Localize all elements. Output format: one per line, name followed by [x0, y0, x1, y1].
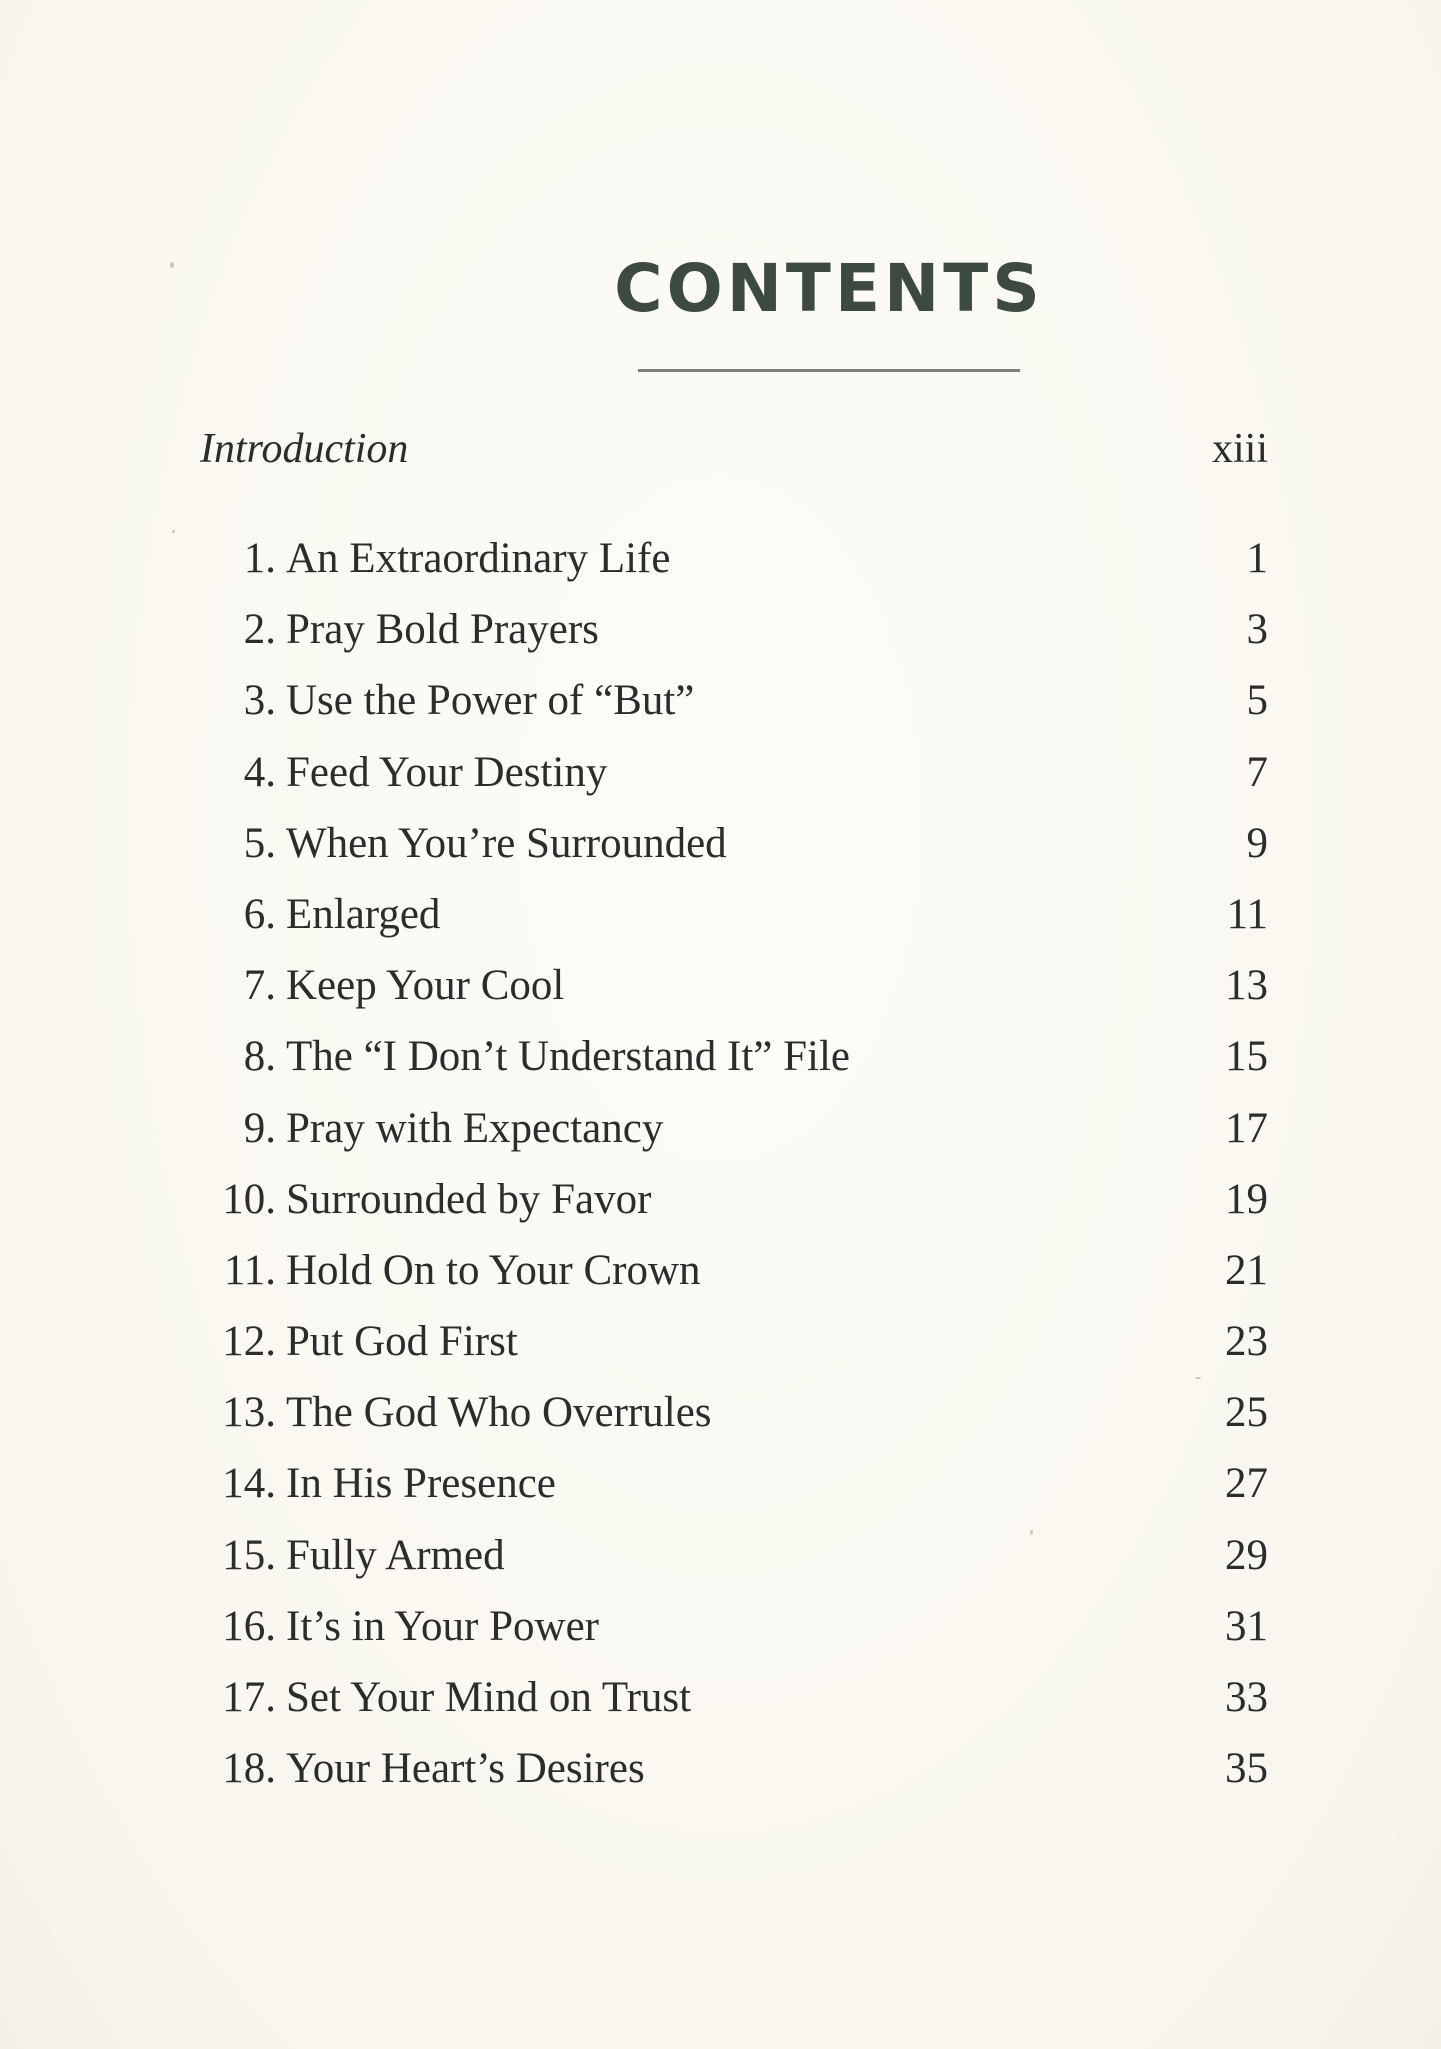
- chapter-page-number: 9: [1246, 819, 1268, 867]
- chapter-title: An Extraordinary Life: [286, 535, 671, 582]
- chapter-page-number: 35: [1225, 1745, 1268, 1793]
- chapter-page-number: 31: [1225, 1602, 1268, 1650]
- toc-entry[interactable]: [200, 1531, 1268, 1602]
- toc-entry[interactable]: [200, 1388, 1268, 1459]
- chapter-number: 17.: [222, 1674, 276, 1721]
- chapter-number: 1.: [243, 535, 276, 582]
- toc-list: [200, 534, 1268, 1815]
- chapter-number: 3.: [243, 677, 276, 725]
- chapter-page-number: 11: [1226, 890, 1268, 938]
- toc-entry[interactable]: [200, 1459, 1268, 1530]
- chapter-title: Feed Your Destiny: [286, 748, 608, 796]
- chapter-page-number: 1: [1246, 535, 1268, 582]
- chapter-title: In His Presence: [286, 1460, 556, 1508]
- chapter-number: 8.: [243, 1033, 276, 1081]
- chapter-number: 10.: [222, 1175, 276, 1223]
- chapter-page-number: 33: [1225, 1674, 1268, 1721]
- chapter-page-number: 29: [1225, 1531, 1268, 1579]
- chapter-number: 12.: [222, 1318, 276, 1366]
- chapter-number: 2.: [243, 606, 276, 654]
- chapter-number: 13.: [222, 1389, 276, 1437]
- toc-entry[interactable]: [200, 1602, 1268, 1673]
- toc-entry[interactable]: [200, 819, 1268, 890]
- chapter-title: Surrounded by Favor: [286, 1175, 652, 1223]
- toc-entry[interactable]: [200, 1104, 1268, 1175]
- toc-entry[interactable]: [200, 961, 1268, 1032]
- chapter-page-number: 15: [1225, 1033, 1268, 1081]
- chapter-page-number: 7: [1246, 748, 1268, 796]
- toc-entry[interactable]: [200, 890, 1268, 961]
- chapter-title: Fully Armed: [286, 1531, 505, 1579]
- chapter-title: Hold On to Your Crown: [286, 1246, 701, 1294]
- chapter-title: Pray with Expectancy: [286, 1104, 664, 1152]
- chapter-page-number: 21: [1225, 1246, 1268, 1294]
- chapter-title: It’s in Your Power: [286, 1602, 599, 1650]
- chapter-page-number: 25: [1225, 1389, 1268, 1437]
- chapter-page-number: 23: [1225, 1318, 1268, 1366]
- heading-divider: [638, 369, 1020, 372]
- introduction-label: Introduction: [200, 426, 409, 472]
- chapter-number: 16.: [222, 1602, 276, 1650]
- toc-entry[interactable]: [200, 1175, 1268, 1246]
- chapter-page-number: 5: [1246, 677, 1268, 725]
- toc-entry[interactable]: [200, 605, 1268, 676]
- chapter-number: 15.: [222, 1531, 276, 1579]
- chapter-page-number: 17: [1225, 1104, 1268, 1152]
- chapter-title: Set Your Mind on Trust: [286, 1674, 692, 1721]
- paper-speck: [172, 530, 175, 533]
- chapter-title: Your Heart’s Desires: [286, 1745, 645, 1793]
- toc-entry[interactable]: [200, 748, 1268, 819]
- chapter-number: 11.: [223, 1246, 276, 1294]
- chapter-page-number: 3: [1246, 606, 1268, 654]
- toc-entry[interactable]: [200, 1032, 1268, 1103]
- chapter-title: Pray Bold Prayers: [286, 606, 599, 654]
- chapter-title: When You’re Surrounded: [286, 819, 727, 867]
- chapter-title: Put God First: [286, 1318, 518, 1366]
- chapter-title: The “I Don’t Understand It” File: [286, 1033, 851, 1081]
- toc-introduction-row[interactable]: [200, 425, 1268, 485]
- chapter-number: 4.: [243, 748, 276, 796]
- chapter-page-number: 27: [1225, 1460, 1268, 1508]
- chapter-title: The God Who Overrules: [286, 1389, 712, 1437]
- chapter-number: 5.: [243, 819, 276, 867]
- chapter-number: 6.: [243, 890, 276, 938]
- chapter-number: 14.: [222, 1460, 276, 1508]
- chapter-page-number: 13: [1225, 962, 1268, 1010]
- chapter-number: 9.: [243, 1104, 276, 1152]
- chapter-title: Enlarged: [286, 890, 441, 938]
- introduction-page-number: xiii: [1211, 426, 1268, 472]
- toc-entry[interactable]: [200, 676, 1268, 747]
- toc-entry[interactable]: [200, 1744, 1268, 1815]
- toc-entry[interactable]: [200, 534, 1268, 605]
- toc-entry[interactable]: [200, 1246, 1268, 1317]
- chapter-number: 18.: [222, 1745, 276, 1793]
- contents-heading: CONTENTS: [614, 250, 1044, 327]
- toc-entry[interactable]: [200, 1317, 1268, 1388]
- toc-entry[interactable]: [200, 1673, 1268, 1744]
- chapter-title: Keep Your Cool: [286, 962, 565, 1010]
- chapter-page-number: 19: [1225, 1175, 1268, 1223]
- chapter-title: Use the Power of “But”: [286, 677, 695, 725]
- chapter-number: 7.: [243, 962, 276, 1010]
